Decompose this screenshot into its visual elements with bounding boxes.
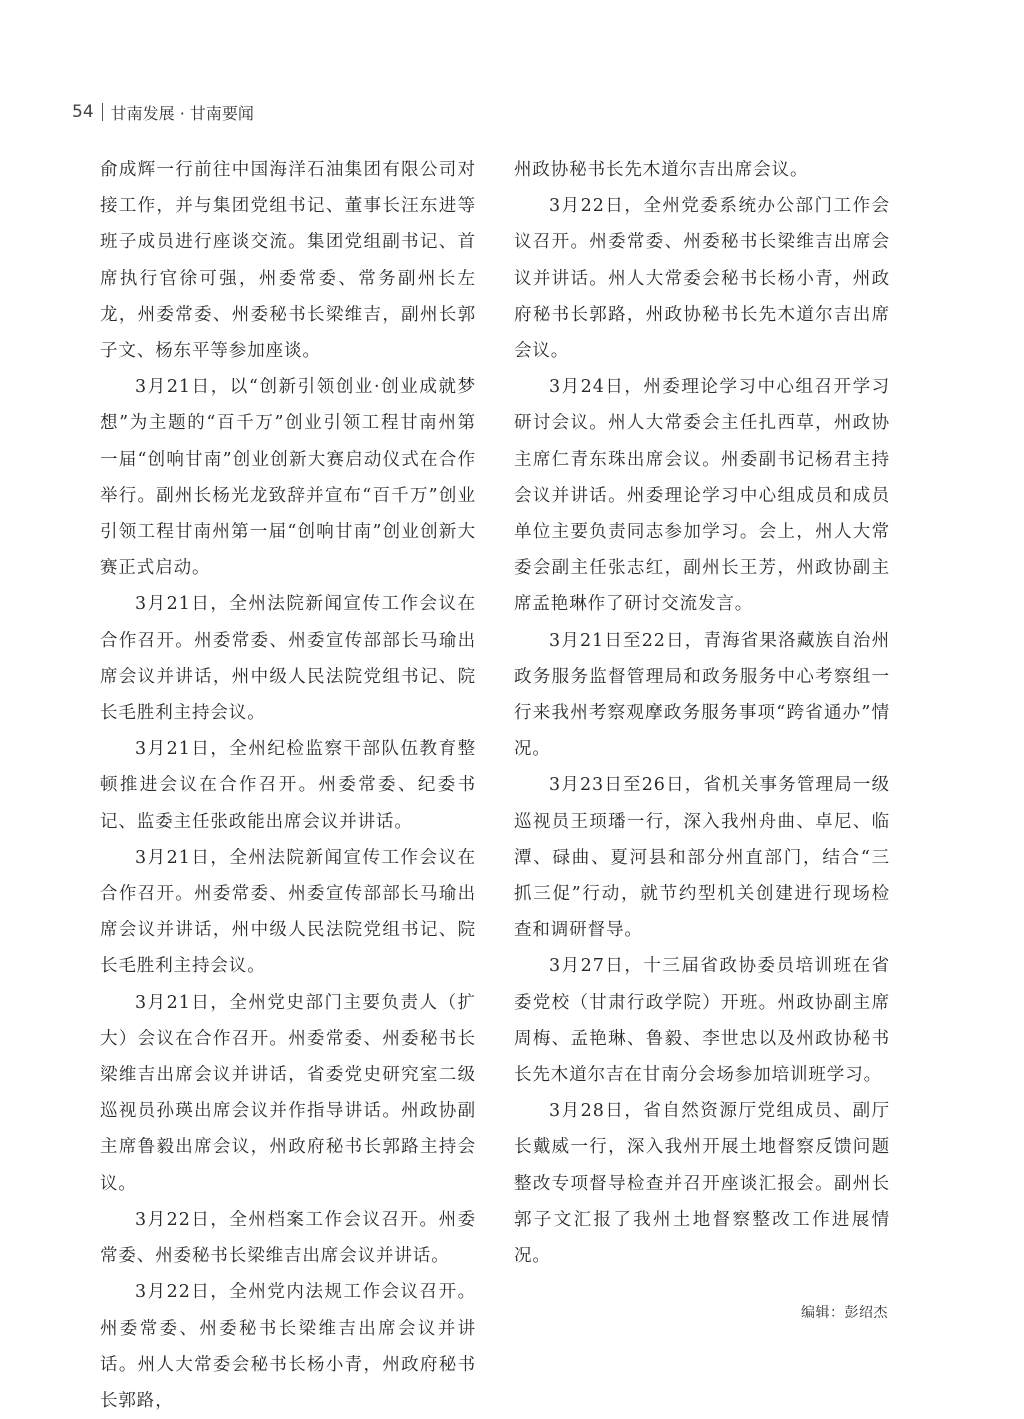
header-divider: [102, 103, 103, 121]
news-paragraph: 3月21日，全州党史部门主要负责人（扩大）会议在合作召开。州委常委、州委秘书长梁维吉出席会议并讲话，省委党史研究室二级巡视员孙瑛出席会议并作指导讲话。州政协副主席鲁毅出席会议，州政府秘书长郭路主持会议。: [100, 992, 476, 1194]
right-column: [514, 152, 890, 1274]
editor-credit: 编辑：彭绍杰: [801, 1305, 888, 1321]
news-paragraph: 3月21日至22日，青海省果洛藏族自治州政务服务监督管理局和政务服务中心考察组一行来我州考察观摩政务服务事项“跨省通办”情况。: [514, 630, 890, 760]
news-paragraph: 3月22日，全州党委系统办公部门工作会议召开。州委常委、州委秘书长梁维吉出席会议并讲话。州人大常委会秘书长杨小青，州政府秘书长郭路，州政协秘书长先木道尔吉出席会议。: [514, 196, 890, 362]
news-paragraph: 州政协秘书长先木道尔吉出席会议。: [514, 160, 809, 180]
left-column: [100, 152, 476, 1419]
news-paragraph: 3月21日，全州法院新闻宣传工作会议在合作召开。州委常委、州委宣传部部长马瑜出席会议并讲话，州中级人民法院党组书记、院长毛胜利主持会议。: [100, 594, 476, 724]
news-paragraph: 3月21日，全州纪检监察干部队伍教育整顿推进会议在合作召开。州委常委、纪委书记、监委主任张政能出席会议并讲话。: [100, 739, 476, 832]
news-paragraph: 3月27日，十三届省政协委员培训班在省委党校（甘肃行政学院）开班。州政协副主席周梅、孟艳琳、鲁毅、李世忠以及州政协秘书长先木道尔吉在甘南分会场参加培训班学习。: [514, 956, 890, 1086]
news-paragraph: 3月24日，州委理论学习中心组召开学习研讨会议。州人大常委会主任扎西草，州政协主席仁青东珠出席会议。州委副书记杨君主持会议并讲话。州委理论学习中心组成员和成员单位主要负责同志参加学习。会上，州人大常委会副主任张志红，副州长王芳，州政协副主席孟艳琳作了研讨交流发言。: [514, 377, 890, 615]
section-title: 甘南发展 · 甘南要闻: [110, 103, 254, 123]
news-paragraph: 3月23日至26日，省机关事务管理局一级巡视员王顼璠一行，深入我州舟曲、卓尼、临潭、碌曲、夏河县和部分州直部门，结合“三抓三促”行动，就节约型机关创建进行现场检查和调研督导。: [514, 775, 890, 941]
news-paragraph: 3月22日，全州档案工作会议召开。州委常委、州委秘书长梁维吉出席会议并讲话。: [100, 1209, 476, 1267]
news-paragraph: 俞成辉一行前往中国海洋石油集团有限公司对接工作，并与集团党组书记、董事长汪东进等班子成员进行座谈交流。集团党组副书记、首席执行官徐可强，州委常委、常务副州长左龙，州委常委、州委秘书长梁维吉，副州长郭子文、杨东平等参加座谈。: [100, 160, 476, 362]
news-paragraph: 3月28日，省自然资源厅党组成员、副厅长戴威一行，深入我州开展土地督察反馈问题整改专项督导检查并召开座谈汇报会。副州长郭子文汇报了我州土地督察整改工作进展情况。: [514, 1101, 890, 1267]
page-number: 54: [72, 102, 94, 122]
news-paragraph: 3月21日，以“创新引领创业·创业成就梦想”为主题的“百千万”创业引领工程甘南州第一届“创响甘南”创业创新大赛启动仪式在合作举行。副州长杨光龙致辞并宣布“百千万”创业引领工程甘南州第一届“创响甘南”创业创新大赛正式启动。: [100, 377, 476, 579]
news-paragraph: 3月22日，全州党内法规工作会议召开。州委常委、州委秘书长梁维吉出席会议并讲话。州人大常委会秘书长杨小青，州政府秘书长郭路，: [100, 1282, 476, 1411]
news-paragraph: 3月21日，全州法院新闻宣传工作会议在合作召开。州委常委、州委宣传部部长马瑜出席会议并讲话，州中级人民法院党组书记、院长毛胜利主持会议。: [100, 847, 476, 977]
running-header: [72, 100, 254, 124]
